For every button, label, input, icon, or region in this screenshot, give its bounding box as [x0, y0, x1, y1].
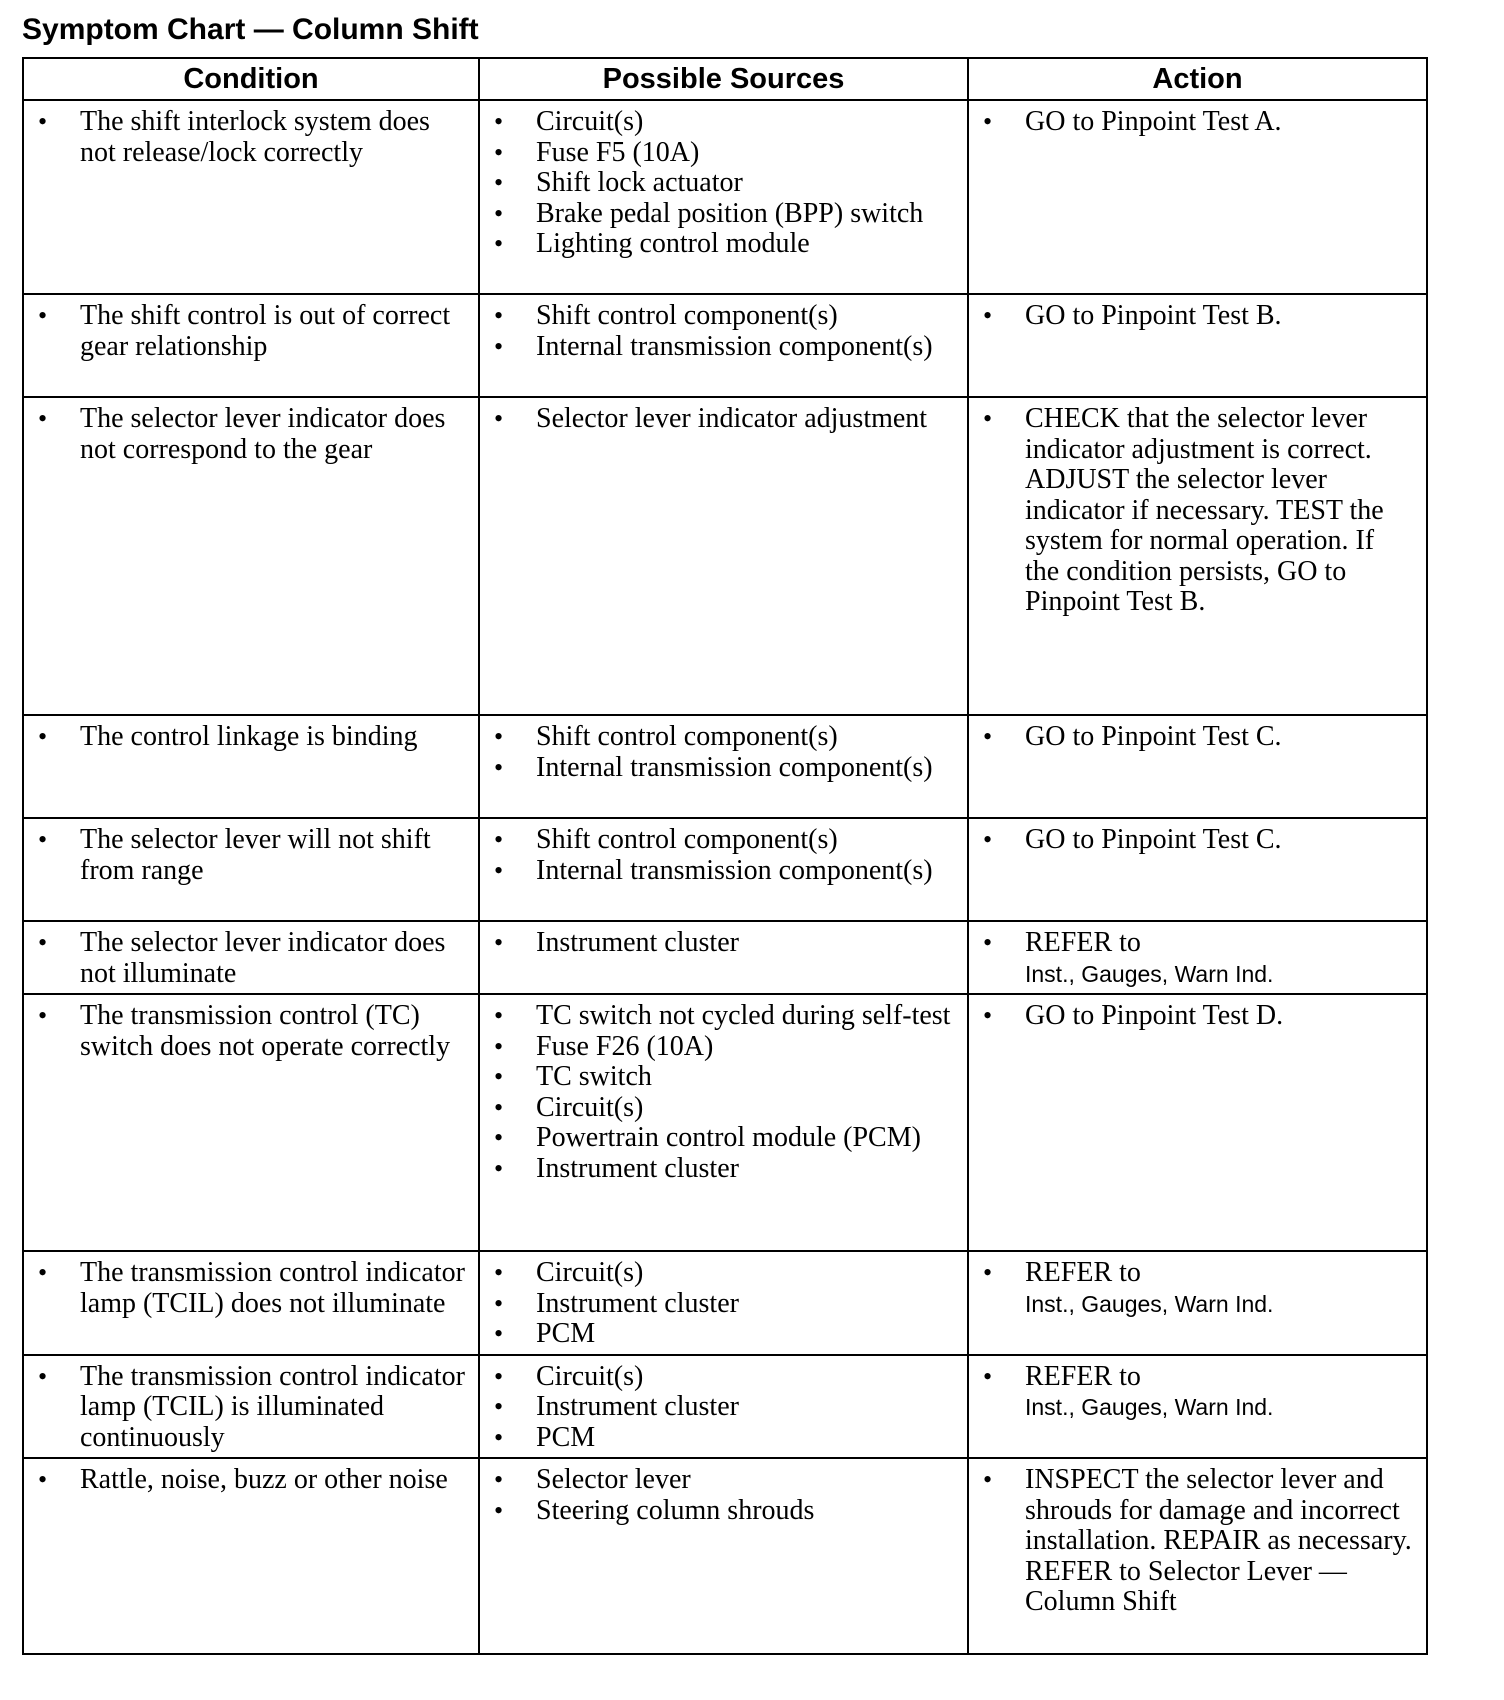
source-item	[494, 404, 955, 435]
source-item-text: Internal transmission component(s)	[536, 854, 933, 886]
source-item-text: Shift control component(s)	[536, 824, 838, 855]
condition-item-text: The shift control is out of correct gear relationship	[80, 300, 451, 362]
condition-item	[38, 1362, 466, 1454]
source-item	[494, 107, 955, 138]
sources-cell	[479, 715, 968, 818]
chart-body	[23, 100, 1427, 1654]
bullet-icon: •	[983, 1001, 993, 1030]
source-item-text: TC switch not cycled during self-test	[536, 1000, 951, 1031]
action-item-text: GO to Pinpoint Test C.	[1025, 721, 1282, 752]
source-item-text: Circuit(s)	[536, 106, 644, 137]
action-item-text: GO to Pinpoint Test A.	[1025, 106, 1282, 137]
source-item	[494, 199, 955, 230]
table-row	[23, 1355, 1427, 1459]
source-item-text: Steering column shrouds	[536, 1494, 815, 1526]
source-item-text: Shift lock actuator	[536, 167, 743, 198]
condition-cell	[23, 397, 479, 715]
source-item-text: Brake pedal position (BPP) switch	[536, 197, 924, 229]
bullet-icon: •	[38, 301, 48, 330]
bullet-icon: •	[983, 825, 993, 854]
condition-item	[38, 1465, 466, 1496]
header-possible-sources: Possible Sources	[479, 58, 968, 100]
bullet-icon: •	[38, 1465, 48, 1494]
bullet-icon: •	[494, 752, 504, 782]
bullet-icon: •	[494, 1258, 504, 1287]
condition-item	[38, 107, 466, 168]
bullet-icon: •	[494, 1031, 504, 1061]
action-reference-link[interactable]: Inst., Gauges, Warn Ind.	[1025, 960, 1274, 987]
bullet-icon: •	[494, 1361, 504, 1391]
action-cell	[968, 715, 1427, 818]
bullet-icon: •	[494, 229, 504, 258]
source-item	[494, 301, 955, 332]
source-item-text: Lighting control module	[536, 228, 810, 259]
condition-item-text: The selector lever indicator does not correspond to the gear	[80, 403, 446, 465]
sources-cell	[479, 921, 968, 994]
source-item	[494, 1423, 955, 1454]
condition-item-text: The control linkage is binding	[80, 721, 418, 752]
table-row	[23, 818, 1427, 921]
source-item	[494, 1319, 955, 1350]
bullet-icon: •	[983, 301, 993, 330]
bullet-icon: •	[983, 928, 993, 957]
action-item-text: INSPECT the selector lever and shrouds for damage and incorrect installation. REPAIR as necessary. REFER to Selector Lever — Column Shift	[1025, 1464, 1412, 1617]
source-item-text: Instrument cluster	[536, 927, 739, 958]
source-item	[494, 722, 955, 753]
action-item-text: REFER to	[1025, 927, 1141, 958]
condition-cell	[23, 1458, 479, 1654]
bullet-icon: •	[494, 1153, 504, 1183]
bullet-icon: •	[494, 1465, 504, 1494]
bullet-icon: •	[38, 1258, 48, 1287]
action-item	[983, 1001, 1414, 1032]
source-item	[494, 1496, 955, 1527]
condition-item	[38, 404, 466, 465]
source-item	[494, 1258, 955, 1289]
action-item-text: GO to Pinpoint Test B.	[1025, 300, 1282, 331]
source-item	[494, 332, 955, 363]
source-item	[494, 229, 955, 260]
action-item	[983, 301, 1414, 332]
source-item-text: TC switch	[536, 1061, 652, 1092]
condition-item-text: The selector lever indicator does not illuminate	[80, 927, 446, 989]
bullet-icon: •	[494, 301, 504, 330]
bullet-icon: •	[494, 855, 504, 885]
source-item	[494, 1001, 955, 1032]
condition-item-text: The transmission control indicator lamp (TCIL) does not illuminate	[80, 1257, 465, 1319]
source-item	[494, 1123, 955, 1154]
bullet-icon: •	[38, 825, 48, 854]
bullet-icon: •	[494, 825, 504, 854]
source-item	[494, 1062, 955, 1093]
action-item-text: GO to Pinpoint Test D.	[1025, 1000, 1284, 1031]
source-item	[494, 1032, 955, 1063]
sources-cell	[479, 100, 968, 294]
source-item-text: Instrument cluster	[536, 1287, 739, 1319]
page-title: Symptom Chart — Column Shift	[22, 13, 479, 46]
action-item-text: CHECK that the selector lever indicator adjustment is correct.	[1025, 403, 1372, 465]
action-item	[983, 928, 1414, 989]
bullet-icon: •	[494, 1062, 504, 1091]
bullet-icon: •	[494, 137, 504, 167]
source-item	[494, 138, 955, 169]
source-item-text: Selector lever indicator adjustment	[536, 403, 928, 434]
source-item-text: Circuit(s)	[536, 1091, 644, 1123]
bullet-icon: •	[983, 1258, 993, 1287]
source-item-text: Circuit(s)	[536, 1360, 644, 1392]
bullet-icon: •	[983, 1465, 993, 1494]
table-row	[23, 921, 1427, 994]
action-item	[983, 107, 1414, 138]
bullet-icon: •	[494, 928, 504, 957]
condition-cell	[23, 921, 479, 994]
bullet-icon: •	[494, 1392, 504, 1421]
condition-cell	[23, 1251, 479, 1355]
source-item-text: Fuse F26 (10A)	[536, 1030, 714, 1062]
source-item-text: Circuit(s)	[536, 1257, 644, 1288]
bullet-icon: •	[494, 1495, 504, 1525]
condition-cell	[23, 1355, 479, 1459]
source-item	[494, 1154, 955, 1185]
bullet-icon: •	[38, 404, 48, 433]
header-action: Action	[968, 58, 1427, 100]
bullet-icon: •	[494, 1319, 504, 1348]
source-item	[494, 928, 955, 959]
action-cell	[968, 100, 1427, 294]
action-cell	[968, 1355, 1427, 1459]
bullet-icon: •	[983, 107, 993, 136]
action-cell	[968, 994, 1427, 1251]
source-item	[494, 825, 955, 856]
action-cell	[968, 818, 1427, 921]
table-row	[23, 100, 1427, 294]
table-row	[23, 397, 1427, 715]
condition-item-text: Rattle, noise, buzz or other noise	[80, 1464, 448, 1495]
action-cell	[968, 397, 1427, 715]
bullet-icon: •	[494, 1092, 504, 1122]
table-row	[23, 1251, 1427, 1355]
source-item-text: Fuse F5 (10A)	[536, 136, 700, 168]
bullet-icon: •	[494, 1288, 504, 1318]
condition-cell	[23, 994, 479, 1251]
action-cell	[968, 1251, 1427, 1355]
action-item	[983, 1258, 1414, 1319]
source-item-text: Instrument cluster	[536, 1391, 739, 1422]
table-row	[23, 715, 1427, 818]
sources-cell	[479, 397, 968, 715]
sources-cell	[479, 818, 968, 921]
bullet-icon: •	[494, 1123, 504, 1152]
source-item-text: Shift control component(s)	[536, 721, 838, 752]
action-item-text: REFER to	[1025, 1360, 1141, 1392]
sources-cell	[479, 994, 968, 1251]
condition-cell	[23, 100, 479, 294]
source-item	[494, 753, 955, 784]
condition-cell	[23, 294, 479, 397]
sources-cell	[479, 1458, 968, 1654]
bullet-icon: •	[494, 404, 504, 433]
bullet-icon: •	[494, 107, 504, 136]
action-item	[983, 722, 1414, 753]
source-item-text: Shift control component(s)	[536, 300, 838, 331]
source-item-text: PCM	[536, 1421, 596, 1453]
condition-item	[38, 928, 466, 989]
action-reference-link[interactable]: Inst., Gauges, Warn Ind.	[1025, 1394, 1274, 1420]
source-item	[494, 1465, 955, 1496]
symptom-chart-table	[22, 57, 1428, 1655]
table-row	[23, 1458, 1427, 1654]
table-row	[23, 994, 1427, 1251]
bullet-icon: •	[983, 1361, 993, 1391]
action-item	[983, 1465, 1414, 1618]
source-item-text: Internal transmission component(s)	[536, 751, 933, 783]
sources-cell	[479, 1251, 968, 1355]
bullet-icon: •	[38, 722, 48, 751]
condition-item	[38, 1001, 466, 1062]
condition-cell	[23, 818, 479, 921]
condition-item-text: The transmission control (TC) switch does not operate correctly	[80, 1000, 451, 1062]
bullet-icon: •	[494, 168, 504, 197]
bullet-icon: •	[38, 928, 48, 957]
source-item-text: Selector lever	[536, 1464, 691, 1495]
action-item	[983, 825, 1414, 856]
bullet-icon: •	[983, 404, 993, 433]
table-row	[23, 294, 1427, 397]
action-item-text: GO to Pinpoint Test C.	[1025, 824, 1282, 855]
bullet-icon: •	[494, 1422, 504, 1452]
condition-cell	[23, 715, 479, 818]
bullet-icon: •	[494, 331, 504, 361]
action-cell	[968, 294, 1427, 397]
condition-item-text: The transmission control indicator lamp (TCIL) is illuminated continuously	[80, 1360, 465, 1453]
condition-item	[38, 722, 466, 753]
condition-item	[38, 1258, 466, 1319]
action-more-text: ADJUST the selector lever indicator if necessary. TEST the system for normal operation. If the condition persists, GO to Pinpoint Test B.	[1025, 464, 1384, 617]
action-item	[983, 1362, 1414, 1423]
source-item-text: Instrument cluster	[536, 1152, 739, 1184]
source-item	[494, 168, 955, 199]
source-item	[494, 1289, 955, 1320]
bullet-icon: •	[38, 1001, 48, 1030]
action-cell	[968, 1458, 1427, 1654]
action-reference-link[interactable]: Inst., Gauges, Warn Ind.	[1025, 1290, 1274, 1317]
source-item	[494, 1093, 955, 1124]
action-item	[983, 404, 1414, 618]
condition-item-text: The selector lever will not shift from range	[80, 824, 431, 886]
bullet-icon: •	[494, 198, 504, 228]
action-cell	[968, 921, 1427, 994]
condition-item-text: The shift interlock system does not release/lock correctly	[80, 106, 430, 168]
source-item-text: Internal transmission component(s)	[536, 330, 933, 362]
sources-cell	[479, 1355, 968, 1459]
bullet-icon: •	[983, 722, 993, 751]
source-item-text: Powertrain control module (PCM)	[536, 1122, 921, 1153]
sources-cell	[479, 294, 968, 397]
source-item-text: PCM	[536, 1318, 596, 1349]
source-item	[494, 1392, 955, 1423]
header-row	[23, 58, 1427, 100]
condition-item	[38, 301, 466, 362]
bullet-icon: •	[38, 1361, 48, 1391]
bullet-icon: •	[494, 722, 504, 751]
source-item	[494, 1362, 955, 1393]
bullet-icon: •	[494, 1001, 504, 1030]
source-item	[494, 856, 955, 887]
header-condition: Condition	[23, 58, 479, 100]
condition-item	[38, 825, 466, 886]
action-item-text: REFER to	[1025, 1257, 1141, 1288]
bullet-icon: •	[38, 107, 48, 136]
